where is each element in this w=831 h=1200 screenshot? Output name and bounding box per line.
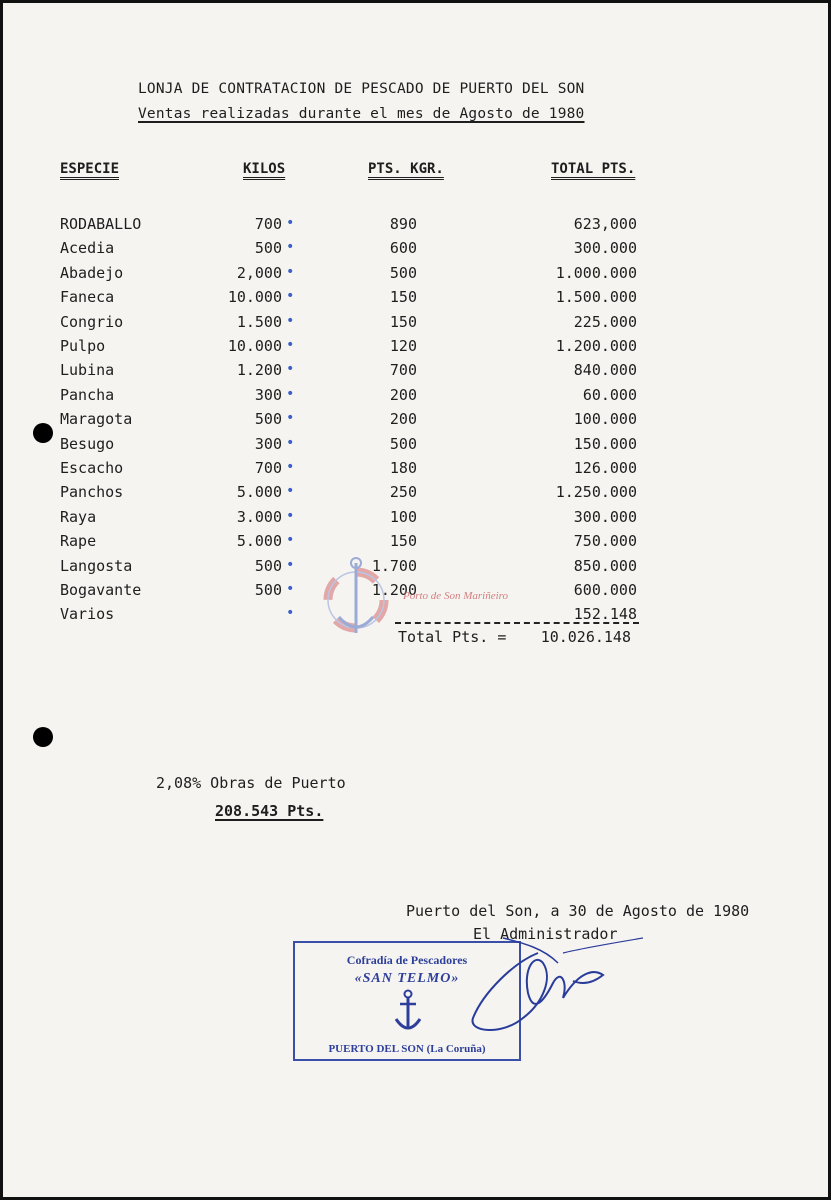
table-row [3,264,831,288]
cell-especie: Congrio [60,312,124,331]
cell-especie: Acedia [60,239,115,258]
cell-total: 1.250.000 [555,483,637,502]
stamp-line-2: «SAN TELMO» [354,971,460,986]
cell-especie: Panchos [60,483,124,502]
cell-especie: Raya [60,507,97,526]
obras-label: 2,08% Obras de Puerto [156,774,346,792]
table-row [3,532,831,556]
cell-total: 750.000 [573,532,637,551]
cell-kilos: 3.000 [236,507,282,526]
cell-total: 1.000.000 [555,263,637,282]
stamp-line-1: Cofradía de Pescadores [346,953,468,967]
cell-especie: Abadejo [60,263,124,282]
cell-total: 1.500.000 [555,288,637,307]
cell-especie: Varios [60,605,115,624]
cell-total: 300.000 [573,507,637,526]
tick-mark: • [286,605,295,622]
total-label: Total Pts. = [398,628,507,646]
cell-kilos: 500 [254,581,282,599]
table-row [3,557,831,581]
cell-pts-kgr: 600 [389,239,417,258]
table-row [3,361,831,385]
watermark-lifebuoy-icon [321,555,391,645]
tick-mark: • [286,288,295,305]
administrator-label: El Administrador [473,925,618,943]
table-row [3,508,831,532]
anchor-icon [393,989,423,1035]
cell-total: 600.000 [573,581,637,599]
cell-especie: Maragota [60,410,133,429]
punch-hole [33,727,53,747]
cell-total: 126.000 [573,459,637,477]
cell-total: 1.200.000 [555,337,637,355]
cell-pts-kgr: 100 [389,507,417,526]
stamp-line-3: PUERTO DEL SON (La Coruña) [328,1043,486,1055]
tick-mark: • [286,434,295,451]
column-header-especie: ESPECIE [60,161,120,177]
obras-value: 208.543 Pts. [215,802,324,820]
watermark-text: Porto de Son Mariñeiro [403,590,508,602]
document-title: LONJA DE CONTRATACION DE PESCADO DE PUERTO DEL SON [138,81,585,97]
document-subtitle: Ventas realizadas durante el mes de Agosto de 1980 [138,106,585,122]
punch-hole [33,423,53,443]
table-row [3,337,831,361]
cell-especie: Faneca [60,288,115,307]
table-row [3,288,831,312]
table-row [3,410,831,434]
cell-especie: Pulpo [60,337,106,355]
tick-mark: • [286,581,295,597]
cell-total: 623,000 [573,215,637,233]
cell-kilos: 10.000 [227,288,282,307]
cell-pts-kgr: 200 [389,410,417,429]
cell-total: 100.000 [573,410,637,429]
cell-total: 225.000 [573,312,637,331]
signature [443,923,643,1043]
cell-total: 150.000 [573,434,637,453]
place-date: Puerto del Son, a 30 de Agosto de 1980 [406,902,750,920]
cell-kilos: 10.000 [227,337,282,355]
cell-pts-kgr: 1.200 [371,581,417,599]
cell-pts-kgr: 150 [389,312,417,331]
cell-kilos: 2,000 [236,263,282,282]
cell-pts-kgr: 250 [389,483,417,502]
cell-total: 840.000 [573,361,637,380]
tick-mark: • [286,263,295,280]
cell-pts-kgr: 890 [389,215,417,233]
tick-mark: • [286,532,295,549]
cell-especie: Langosta [60,556,133,575]
tick-mark: • [286,385,295,402]
tick-mark: • [286,312,295,329]
cell-kilos: 700 [254,215,282,233]
cell-especie: Bogavante [60,581,142,599]
cell-pts-kgr: 150 [389,532,417,551]
cell-especie: Lubina [60,361,115,380]
cell-kilos: 5.000 [236,532,282,551]
table-row [3,435,831,459]
cell-kilos: 1.500 [236,312,282,331]
total-value: 10.026.148 [540,628,631,646]
table-row [3,313,831,337]
column-header-total-pts: TOTAL PTS. [551,161,636,177]
cell-especie: Escacho [60,459,124,477]
column-header-pts-kgr: PTS. KGR. [368,161,444,177]
tick-mark: • [286,337,295,353]
cell-kilos: 500 [254,410,282,429]
tick-mark: • [286,239,295,256]
table-row [3,215,831,239]
tick-mark: • [286,556,295,573]
cell-total: 60.000 [582,385,637,404]
tick-mark: • [286,483,295,500]
cell-kilos: 5.000 [236,483,282,502]
cell-pts-kgr: 500 [389,263,417,282]
tick-mark: • [286,507,295,524]
cell-pts-kgr: 1.700 [371,556,417,575]
cell-kilos: 300 [254,385,282,404]
cell-especie: Pancha [60,385,115,404]
sum-divider [395,622,639,624]
tick-mark: • [286,459,295,475]
tick-mark: • [286,215,295,231]
cell-especie: Rape [60,532,97,551]
cell-pts-kgr: 700 [389,361,417,380]
cell-pts-kgr: 120 [389,337,417,355]
tick-mark: • [286,361,295,378]
cell-kilos: 300 [254,434,282,453]
cell-kilos: 500 [254,556,282,575]
column-header-kilos: KILOS [243,161,286,177]
table-row [3,605,831,629]
cell-kilos: 500 [254,239,282,258]
table-row [3,239,831,263]
table-row [3,483,831,507]
cell-pts-kgr: 200 [389,385,417,404]
cell-pts-kgr: 500 [389,434,417,453]
cell-total: 850.000 [573,556,637,575]
cell-pts-kgr: 150 [389,288,417,307]
table-row [3,459,831,483]
tick-mark: • [286,410,295,427]
cell-total: 300.000 [573,239,637,258]
cell-especie: RODABALLO [60,215,142,233]
table-row [3,386,831,410]
cell-especie: Besugo [60,434,115,453]
cell-kilos: 700 [254,459,282,477]
cell-pts-kgr: 180 [389,459,417,477]
cell-total: 152.148 [573,605,637,624]
cell-kilos: 1.200 [236,361,282,380]
